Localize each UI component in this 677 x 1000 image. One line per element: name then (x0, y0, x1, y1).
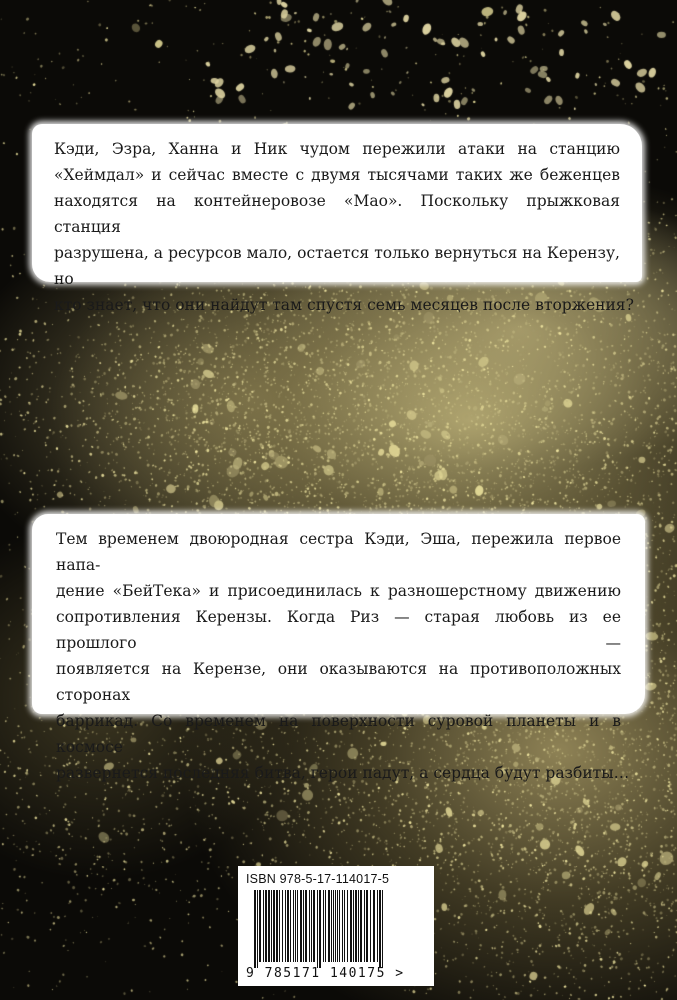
barcode-bar (325, 890, 326, 962)
barcode-bar (303, 890, 304, 962)
barcode-bar (347, 890, 348, 962)
barcode-bar (290, 890, 291, 962)
barcode-bar (300, 890, 302, 962)
barcode-bar (331, 890, 332, 962)
barcode-bar (287, 890, 289, 962)
barcode-bar (355, 890, 357, 962)
barcode-bar (358, 890, 359, 962)
blurb-line: разрушена, а ресурсов мало, остается только вернуться на Керензу, но (54, 244, 620, 288)
blurb-line: находятся на контейнеровозе «Мао». Поскольку прыжковая станция (54, 192, 620, 236)
blurb-line: баррикад. Со временем на поверхности суровой планеты и в космосе (56, 712, 621, 756)
barcode-bar (257, 890, 258, 968)
barcode-bar (364, 890, 365, 962)
barcode-bar (279, 890, 280, 962)
barcode-bar (328, 890, 330, 962)
barcode-bar (335, 890, 336, 962)
barcode-bar (377, 890, 378, 962)
barcode-bar (337, 890, 338, 962)
blurb-line: появляется на Керензе, они оказываются на противоположных сторонах (56, 660, 621, 704)
barcode-bar (319, 890, 321, 968)
barcode-bar (297, 890, 298, 962)
barcode-bar (373, 890, 375, 962)
barcode-image (246, 890, 426, 968)
barcode-bar (295, 890, 296, 962)
barcode-bar (311, 890, 312, 962)
barcode-bar (344, 890, 345, 962)
barcode-bar (273, 890, 275, 962)
barcode-bar (313, 890, 315, 962)
barcode-bar (342, 890, 343, 962)
blurb-panel-top (32, 124, 642, 314)
blurb-line: дение «БейТека» и присоединилась к разношерстному движению (56, 582, 621, 600)
isbn-barcode-block (238, 866, 434, 986)
blurb-line: кто знает, что они найдут там спустя семь месяцев после вторжения? (54, 296, 634, 314)
barcode-bar (317, 890, 318, 968)
barcode-bar (370, 890, 371, 962)
isbn-label: ISBN 978-5-17-114017-5 (246, 872, 390, 886)
barcode-bar (379, 890, 381, 968)
barcode-bar (366, 890, 368, 962)
barcode-bar (305, 890, 307, 962)
barcode-digits: 9 785171 140175 > (246, 966, 405, 981)
barcode-bar (293, 890, 294, 962)
barcode-bar (360, 890, 362, 962)
blurb-line: «Хеймдал» и сейчас вместе с двумя тысячами таких же беженцев (54, 166, 620, 184)
barcode-bar (323, 890, 324, 962)
barcode-bar (276, 890, 278, 962)
barcode-bar (271, 890, 272, 962)
blurb-paragraph-bottom (56, 526, 630, 786)
barcode-bar (263, 890, 264, 962)
barcode-bar (339, 890, 340, 962)
barcode-bar (309, 890, 310, 962)
barcode-bar (259, 890, 261, 962)
blurb-line: Кэди, Эзра, Ханна и Ник чудом пережили атаки на станцию (54, 140, 620, 158)
blurb-line: Тем временем двоюродная сестра Кэди, Эша, пережила первое напа- (56, 530, 621, 574)
blurb-paragraph-top (54, 136, 634, 318)
barcode-bar (268, 890, 270, 962)
barcode-bar (350, 890, 352, 962)
barcode-bar (265, 890, 267, 962)
blurb-line: сопротивления Керензы. Когда Риз — старая любовь из ее прошлого — (56, 608, 621, 652)
barcode-bar (254, 890, 256, 968)
barcode-bar (353, 890, 354, 962)
blurb-line: развернется последняя битва, герои падут, а сердца будут разбиты… (56, 764, 630, 782)
barcode-bar (282, 890, 283, 962)
blurb-panel-bottom (32, 514, 645, 782)
barcode-bar (285, 890, 286, 962)
barcode-bar (382, 890, 383, 968)
barcode-bar (333, 890, 334, 962)
